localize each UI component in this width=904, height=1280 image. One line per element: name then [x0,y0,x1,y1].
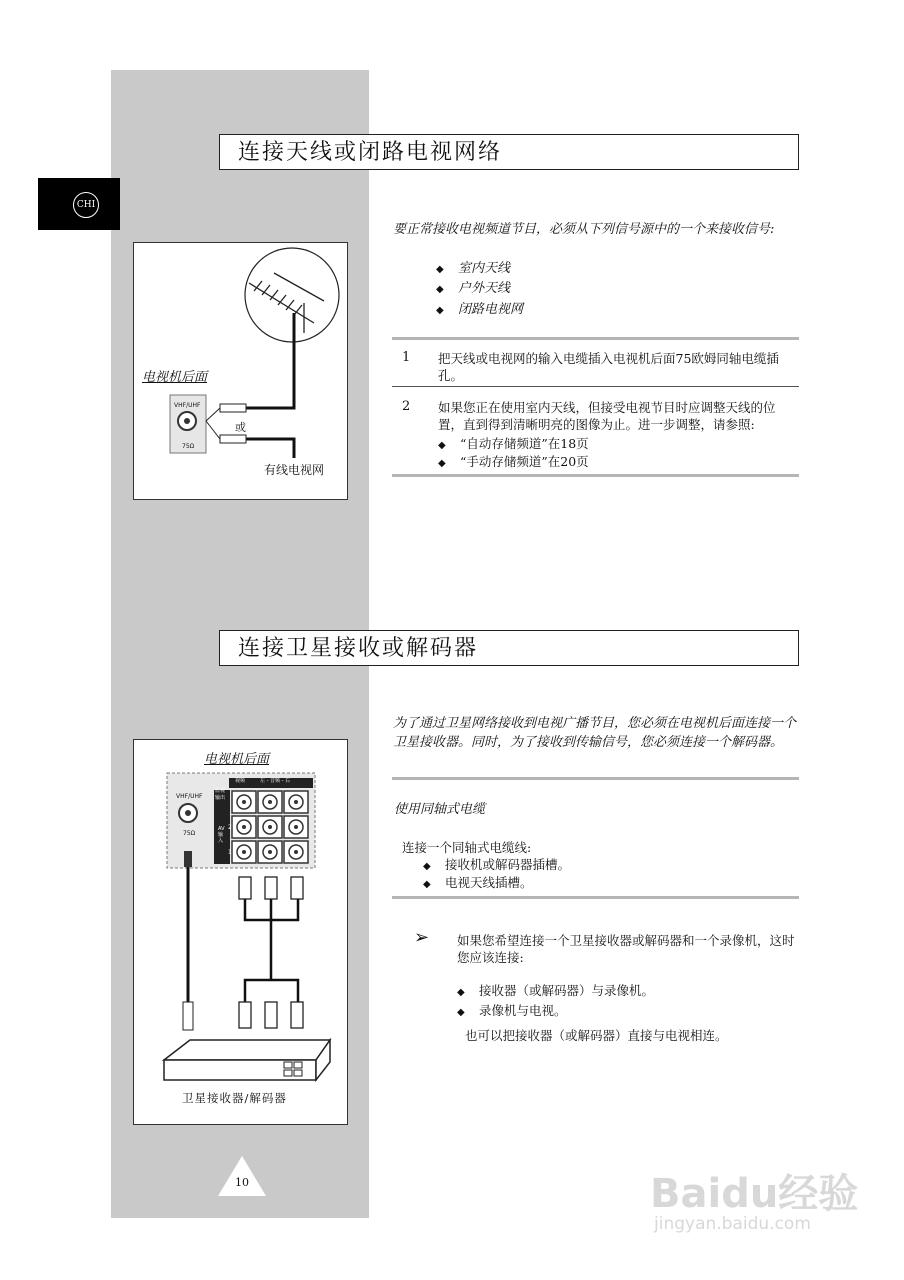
step-number: 1 [402,350,411,365]
divider [392,386,799,387]
step-text: 把天线或电视网的输入电缆插入电视机后面75欧姆同轴电缆插孔。 [438,351,779,383]
ohm-label: 75Ω [182,443,195,450]
connect-intro: 连接一个同轴式电缆线: [402,840,532,855]
note-arrow-icon: ➢ [414,927,430,948]
source-item: ◆ 室内天线 [436,261,511,276]
av-in-label: AV输入 [218,826,225,844]
source-item: ◆ 户外天线 [436,281,511,296]
watermark-url: jingyan.baidu.com [654,1214,811,1234]
receiver-label: 卫星接收器/解码器 [182,1091,287,1105]
divider [392,337,799,340]
note-item: ◆ 接收器（或解码器）与录像机。 [457,983,655,998]
subheading: 使用同轴式电缆 [394,802,486,817]
note-footer: 也可以把接收器（或解码器）直接与电视相连。 [465,1028,728,1043]
vhf-label: VHF/UHF [174,402,201,409]
or-label: 或 [235,421,246,434]
section2-intro: 为了通过卫星网络接收到电视广播节目，您必须在电视机后面连接一个卫星接收器。同时，为了接收到传输信号，您必须连接一个解码器。 [393,716,797,750]
page-number: 10 [235,1176,249,1189]
section2-title: 连接卫星接收或解码器 [219,630,799,666]
section1-title: 连接天线或闭路电视网络 [219,134,799,170]
step-text: 如果您正在使用室内天线，但接受电视节目时应调整天线的位置，直到得到清晰明亮的图像为止。进一步调整，请参照: [438,400,776,432]
connect-item: ◆ 电视天线插槽。 [423,875,533,890]
source-item: ◆ 闭路电视网 [436,302,524,317]
watermark-logo: Baidu经验 [650,1171,859,1217]
tv-back-label: 电视机后面 [142,370,208,385]
row-2-label: 2 [228,824,232,831]
satellite-figure [133,739,348,1125]
divider [392,777,799,780]
audio-header: 左 - 音频 - 右 [260,778,290,784]
antenna-icon [245,248,339,342]
connect-item: ◆ 接收机或解码器插槽。 [423,857,571,872]
tv-back-label: 电视机后面 [204,752,270,767]
ohm-label: 75Ω [183,830,196,837]
section1-intro: 要正常接收电视频道节目，必须从下列信号源中的一个来接收信号: [393,222,775,237]
receiver-box-icon [164,1060,316,1080]
ref-item: ◆ “自动存储频道”在18页 [438,436,589,451]
satellite-diagram [134,740,346,1123]
row-1-label: 1 [228,849,232,856]
note-text: 如果您希望连接一个卫星接收器或解码器和一个录像机，这时您应该连接: [457,933,795,965]
vhf-label: VHF/UHF [176,793,203,800]
ref-item: ◆ “手动存储频道”在20页 [438,454,589,469]
cable-network-label: 有线电视网 [264,463,325,477]
video-header: 视频 [235,778,246,784]
antenna-figure [133,242,348,500]
note-item: ◆ 录像机与电视。 [457,1003,567,1018]
divider [392,474,799,477]
language-tab-label: CHI [73,192,99,218]
divider [392,896,799,899]
step-number: 2 [402,399,411,414]
monitor-out-label: 监视输出 [215,788,226,801]
